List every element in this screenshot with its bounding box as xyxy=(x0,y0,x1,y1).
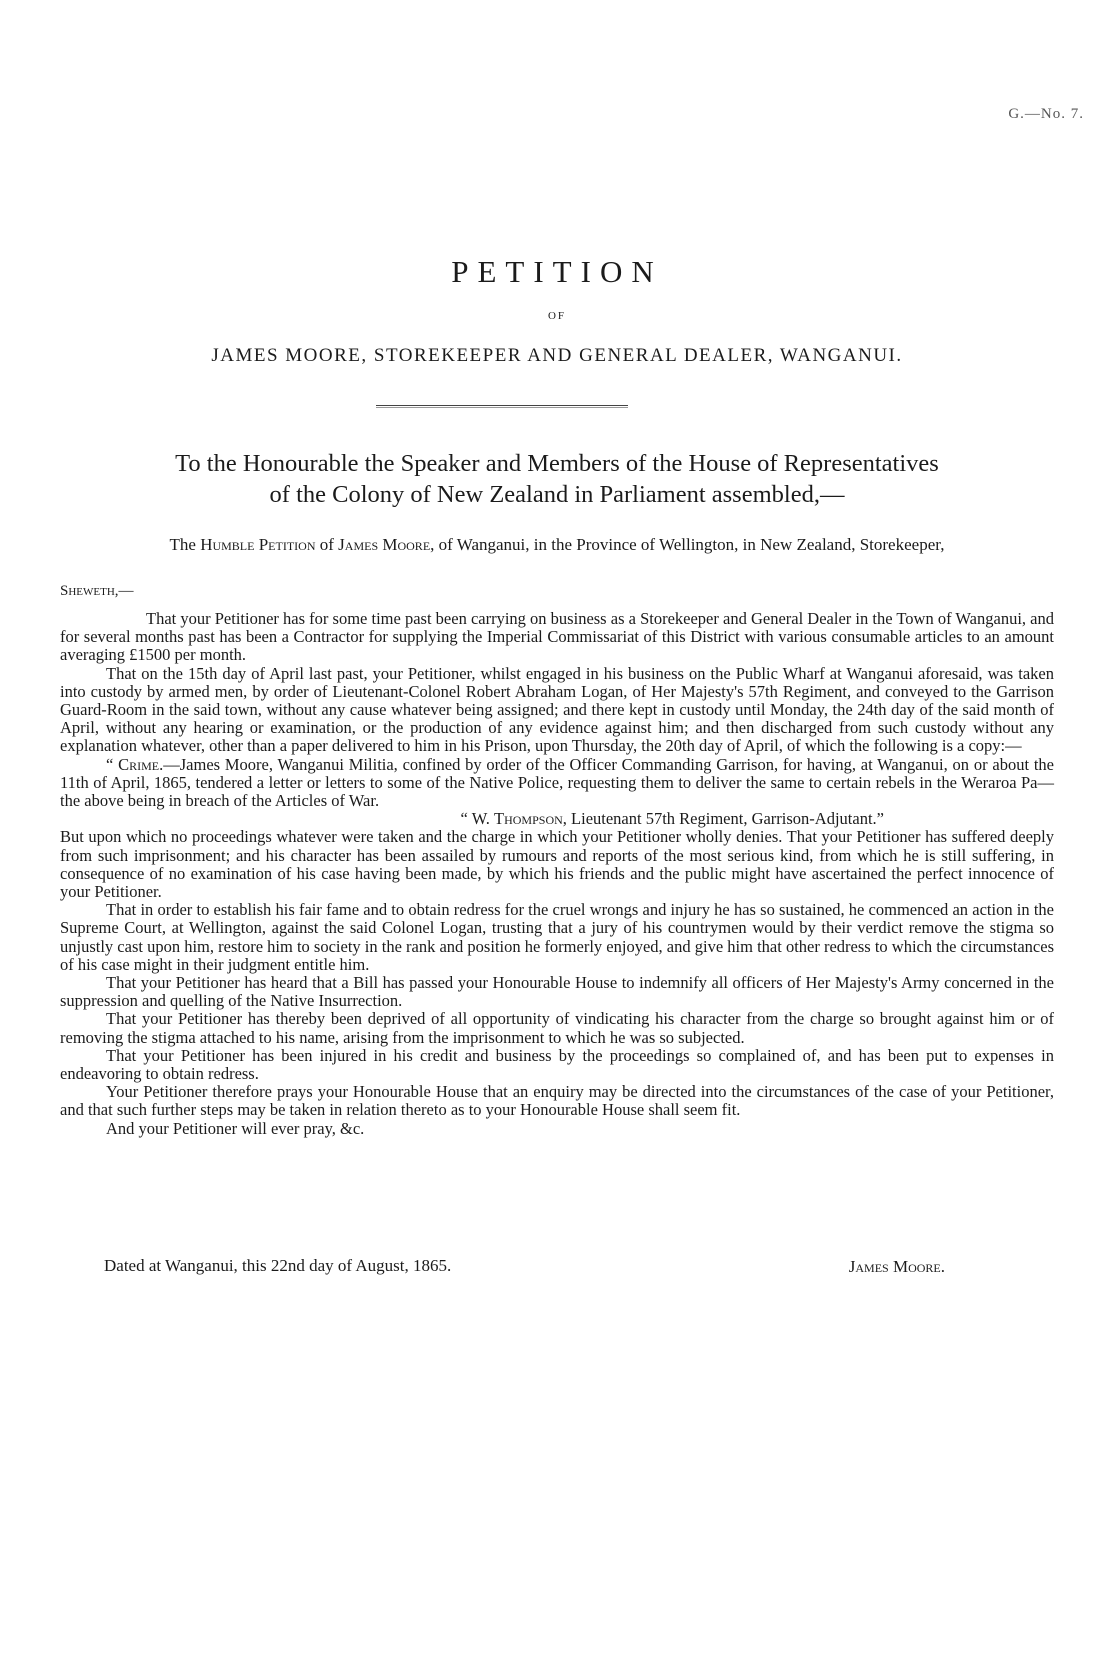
crime-quote: “ Crime.—James Moore, Wanganui Militia, confined by order of the Officer Commanding Garrison, for having, at Wanganui, on or about the 11th of April, 1865, tendered a letter or letters to some of the Native Police, requesting them to deliver the same to certain rebels in the Weraroa Pa—the above being in breach of the Articles of War. xyxy=(60,754,1054,811)
address-line-2: of the Colony of New Zealand in Parliament assembled,— xyxy=(269,481,845,508)
crime-text: —James Moore, Wanganui Militia, confined by order of the Officer Commanding Garrison, for having, at Wanganui, on or about the 11th of April, 1865, tendered a letter or letters to some of the Native Police, requesting them to deliver the same to certain rebels in the Weraroa Pa—the above being in breach of the Articles of War. xyxy=(60,754,1054,811)
signature: James Moore. xyxy=(848,1257,945,1276)
paragraph-7: That your Petitioner has been injured in his credit and business by the proceedings so complained of, and has been put to expenses in endeavoring to obtain redress. xyxy=(60,1045,1054,1084)
humble-petition-label: Humble Petition xyxy=(200,535,316,554)
preamble xyxy=(60,534,1054,556)
petitioner-subtitle: JAMES MOORE, STOREKEEPER AND GENERAL DEALER, WANGANUI. xyxy=(211,345,903,366)
crime-signature xyxy=(60,810,1054,828)
paragraph-5: That your Petitioner has heard that a Bill has passed your Honourable House to indemnify all officers of Her Majesty's Army concerned in the suppression and quelling of the Native Insurrection. xyxy=(60,973,1054,1011)
paragraph-1: That your Petitioner has for some time past been carrying on business as a Storekeeper and General Dealer in the Town of Wanganui, and for several months past has been a Contractor for supplying the Imperial Commissariat of this District with various consumable articles to an amount averaging £1500 per month. xyxy=(60,609,1054,665)
address-line-1: To the Honourable the Speaker and Members of the House of Representatives xyxy=(175,450,939,477)
paragraph-4: That in order to establish his fair fame and to obtain redress for the cruel wrongs and injury he has so sustained, he commenced an action in the Supreme Court, at Wellington, against the said Colonel Logan, trusting that a jury of his countrymen would by their verdict remove the stigma so unjustly cast upon him, restore him to society in the rank and position he formerly enjoyed, and give him that other redress to which the circumstances of his case might in their judgment entitle him. xyxy=(60,900,1054,974)
crime-sig-name: Thompson xyxy=(494,809,563,829)
page-title: PETITION xyxy=(451,254,663,289)
preamble-of: of xyxy=(315,535,339,554)
paragraph-8: Your Petitioner therefore prays your Honourable House that an enquiry may be directed into the circumstances of the case of your Petitioner, and that such further steps may be taken in relation thereto as to your Honourable House shall seem fit. xyxy=(60,1082,1054,1120)
of-label: OF xyxy=(547,310,567,322)
dated-line: Dated at Wanganui, this 22nd day of August, 1865. xyxy=(104,1256,452,1275)
page-reference: G.—No. 7. xyxy=(1008,106,1084,122)
crime-sig-rest: , Lieutenant 57th Regiment, Garrison-Adjutant.” xyxy=(562,809,884,829)
divider-rule xyxy=(376,405,628,408)
preamble-prefix: The xyxy=(169,535,201,554)
address-block xyxy=(60,448,1054,510)
paragraph-3: But upon which no proceedings whatever were taken and the charge in which your Petitioner wholly denies. That your Petitioner has suffered deeply from such imprisonment; and his character has been assailed by rumours and reports of the most serious kind, from which he is still suffering, in consequence of no examination of his case having been made, by which his friends and the public might have ascertained the perfect innocence of your Petitioner. xyxy=(60,827,1054,902)
paragraph-6: That your Petitioner has thereby been deprived of all opportunity of vindicating his character from the charge so brought against him or of removing the stigma attached to his name, arising from the imprisonment to which he was so subjected. xyxy=(60,1009,1054,1047)
preamble-rest: , of Wanganui, in the Province of Wellington, in New Zealand, Storekeeper, xyxy=(430,535,945,554)
crime-label: Crime. xyxy=(118,754,164,774)
petitioner-name: James Moore xyxy=(338,535,431,554)
paragraph-2: That on the 15th day of April last past, your Petitioner, whilst engaged in his business on the Public Wharf at Wanganui aforesaid, was taken into custody by armed men, by order of Lieutenant-Colonel Robert Abraham Logan, of Her Majesty's 57th Regiment, and conveyed to the Garrison Guard-Room in the said town, without any cause whatever being assigned; and there kept in custody until Monday, the 24th day of the said month of April, without any hearing or examination, or the production of any evidence against him; and then discharged from such custody without any explanation whatever, other than a paper delivered to him in his Prison, upon Thursday, the 20th day of April, of which the following is a copy:— xyxy=(60,663,1054,756)
paragraph-9: And your Petitioner will ever pray, &c. xyxy=(106,1118,365,1138)
sheweth-label: Sheweth,— xyxy=(60,583,134,599)
crime-sig-prefix: “ W. xyxy=(460,809,495,829)
petition-body xyxy=(60,610,1054,1138)
